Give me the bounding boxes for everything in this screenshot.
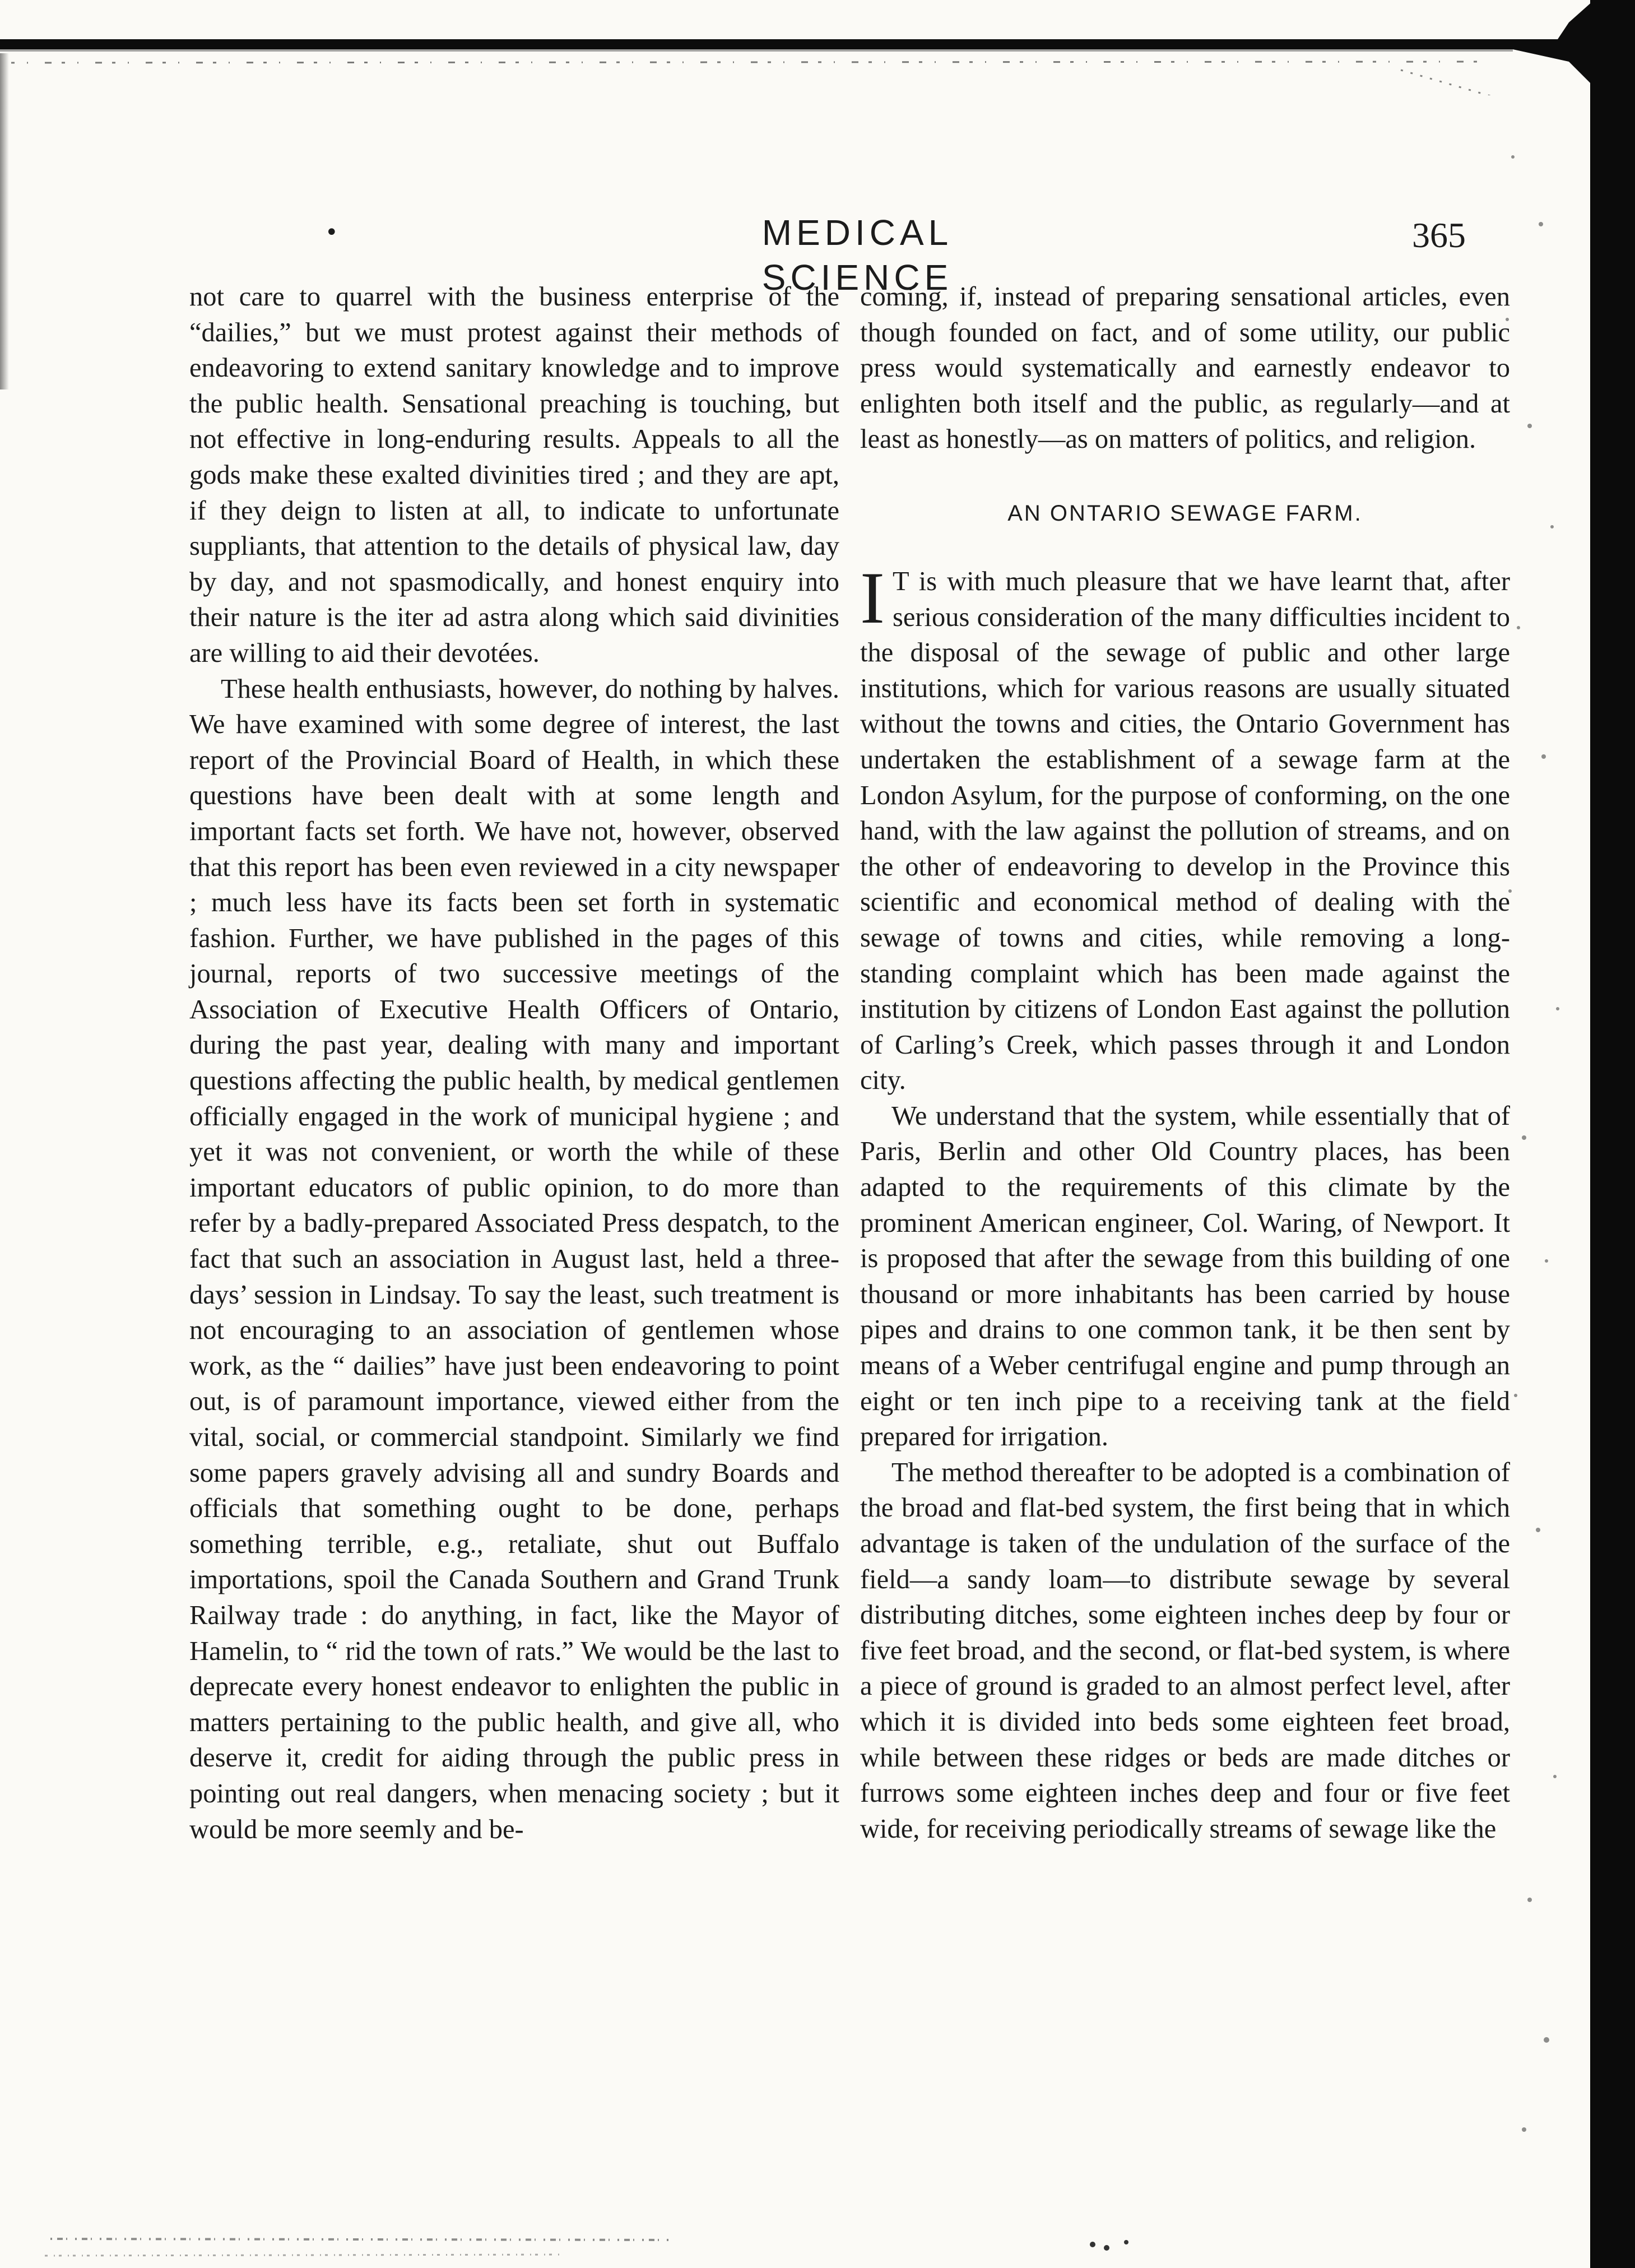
scan-bottom-noise — [0, 2200, 1635, 2268]
scan-right-border — [1590, 0, 1635, 2268]
scan-top-border — [0, 0, 1635, 95]
left-paragraph-2: These health enthusiasts, however, do nothing by halves. We have examined with some degree of interest, the last report of the Provincial Board of Health, in which these questions have been dealt with at some length and important facts set forth. We have not, however, observed that this report has been even reviewed in a city newspaper ; much less have its facts been set forth in systematic fashion. Further, we have published in the pages of this journal, reports of two successive meetings of the Association of Executive Health Officers of Ontario, during the past year, dealing with many and important questions affecting the public health, by medical gentlemen officially engaged in the work of municipal hygiene ; and yet it was not convenient, or worth the while of these important educators of public opinion, to do more than refer by a badly-prepared Associated Press despatch, to the fact that such an association in August last, held a three-days’ session in Lindsay. To say the least, such treatment is not encouraging to an association of gentlemen whose work, as the “ dailies” have just been endeavoring to point out, is of paramount importance, viewed either from the vital, social, or commercial standpoint. Similarly we find some papers gravely advising all and sundry Boards and officials that something ought to be done, perhaps something terrible, e.g., retaliate, shut out Buffalo importations, spoil the Canada Southern and Grand Trunk Railway trade : do anything, in fact, like the Mayor of Hamelin, to “ rid the town of rats.” We would be the last to deprecate every honest endeavor to enlighten the public in matters pertaining to the public health, and give all, who deserve it, credit for aiding through the public press in pointing out real dangers, when menacing society ; but it would be more seemly and be- — [189, 674, 839, 1844]
right-column — [860, 279, 1510, 1847]
left-column — [189, 279, 839, 1847]
right-continuation: coming, if, instead of preparing sensational articles, even though founded on fact, and of some utility, our public press would systematically and earnestly endeavor to enlighten both itself and the public, as regularly—and at least as honestly—as on matters of politics, and religion. — [860, 282, 1510, 454]
scan-left-edge — [0, 53, 9, 389]
right-paragraph-1 — [860, 556, 1510, 1098]
running-title: MEDICAL SCIENCE — [761, 212, 953, 298]
right-paragraph-3: The method thereafter to be adopted is a combination of the broad and flat-bed system, the first being that in which advantage is taken of the undulation of the surface of the field—a sandy loam—to distribute sewage by several distributing ditches, some eighteen inches deep by four or five feet broad, and the second, or flat-bed system, is where a piece of ground is graded to an almost perfect level, after which it is divided into beds some eighteen feet broad, while between these ridges or beds are made ditches or furrows some eighteen inches deep and four or five feet wide, for receiving periodically streams of sewage like the — [860, 1457, 1510, 1844]
right-paragraph-2: We understand that the system, while essentially that of Paris, Berlin and other Old Country places, has been adapted to the requirements of this climate by the prominent American engineer, Col. Waring, of Newport. It is proposed that after the sewage from this building of one thousand or more inhabitants has been carried by house pipes and drains to one common tank, it be then sent by means of a Weber centrifugal engine and pump through an eight or ten inch pipe to a receiving tank at the field prepared for irrigation. — [860, 1101, 1510, 1452]
right-paragraph-1-text: T is with much pleasure that we have learnt that, after serious consideration of the many difficulties incident to the disposal of the sewage of public and other large institutions, which for various reasons are usually situated without the towns and cities, the Ontario Government has undertaken the establishment of a sewage farm at the London Asylum, for the purpose of conforming, on the one hand, with the law against the pollution of streams, and on the other of endeavoring to develop in the Province this scientific and economical method of dealing with the sewage of towns and cities, while removing a long-standing complaint which has been made against the institution by citizens of London East against the pollution of Carling’s Creek, which passes through it and London city. — [860, 566, 1510, 1096]
section-heading: AN ONTARIO SEWAGE FARM. — [1007, 500, 1363, 526]
drop-cap: I — [860, 556, 885, 639]
page-number: 365 — [1412, 215, 1466, 255]
header-bullet: • — [325, 220, 338, 245]
left-paragraph-1: not care to quarrel with the business enterprise of the “dailies,” but we must protest against their methods of endeavoring to extend sanitary knowledge and to improve the public health. Sensational preaching is touching, but not effective in long-enduring results. Appeals to all the gods make these exalted divinities tired ; and they are apt, if they deign to listen at all, to indicate to unfortunate suppliants, that attention to the details of physical law, day by day, and not spasmodically, and honest enquiry into their nature is the iter ad astra along which said divinities are willing to aid their devotées. — [189, 282, 839, 668]
